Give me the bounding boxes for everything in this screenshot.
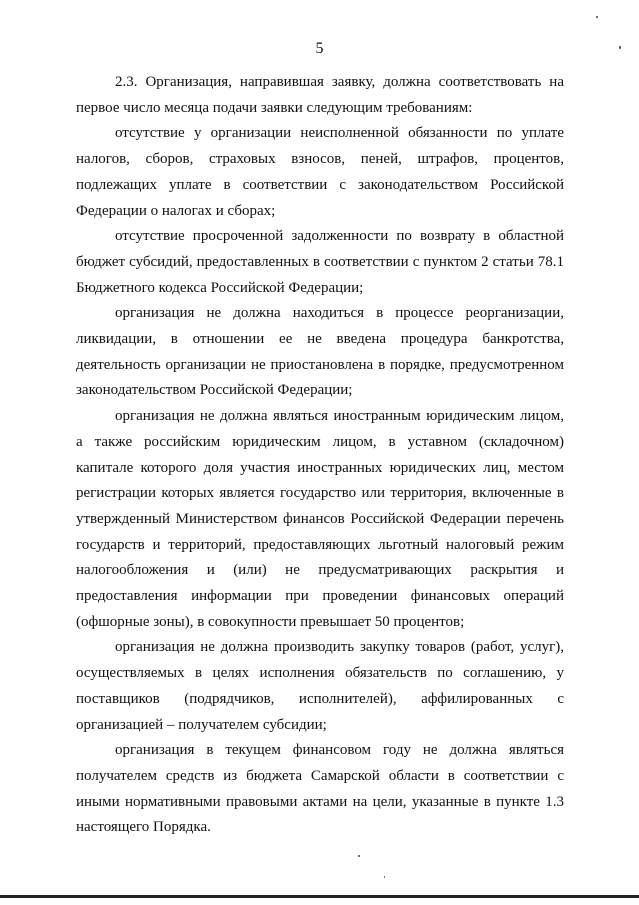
- paragraph-other-budget-funds: организация в текущем финансовом году не должна являться получателем средств из бюджета Самарской области в соответствии с иными нормативными правовыми актами на цели, указанные в пункте 1.3 настоящего Порядка.: [76, 742, 564, 836]
- paragraph-overdue-debt: отсутствие просроченной задолженности по возврату в областной бюджет субсидий, предоставленных в соответствии с пунктом 2 статьи 78.1 Бюджетного кодекса Российской Федерации;: [76, 228, 564, 296]
- paragraph-reorganization: организация не должна находиться в процессе реорганизации, ликвидации, в отношении ее не введена процедура банкротства, деятельность организации не приостановлена в порядке, предусмотренном законодательством Российской Федерации;: [76, 305, 564, 399]
- scan-speck: [596, 16, 598, 18]
- scan-speck: [358, 855, 360, 857]
- scan-speck: [619, 46, 621, 49]
- paragraph-2-3-intro: 2.3. Организация, направившая заявку, должна соответствовать на первое число месяца подачи заявки следующим требованиям:: [76, 74, 564, 116]
- paragraph-foreign-entity: организация не должна являться иностранным юридическим лицом, а также российским юридическим лицом, в уставном (складочном) капитале которого доля участия иностранных юридических лиц, местом регистрации которых является государство или территория, включенные в утвержденный Министерством финансов Российской Федерации перечень государств и территорий, предоставляющих льготный налоговый режим налогообложения и (или) не предусматривающих раскрытия и предоставления информации при проведении финансовых операций (офшорные зоны), в совокупности превышает 50 процентов;: [76, 408, 564, 630]
- page-number: 5: [315, 40, 324, 57]
- paragraph-affiliated-suppliers: организация не должна производить закупку товаров (работ, услуг), осуществляемых в целях исполнения обязательств по соглашению, у поставщиков (подрядчиков, исполнителей), аффилированных с организацией – получателем субсидии;: [76, 639, 564, 733]
- scan-bottom-edge: [0, 895, 639, 898]
- document-body: [76, 70, 564, 841]
- paragraph-tax-obligations: отсутствие у организации неисполненной обязанности по уплате налогов, сборов, страховых взносов, пеней, штрафов, процентов, подлежащих уплате в соответствии с законодательством Российской Федерации о налогах и сборах;: [76, 125, 564, 219]
- scan-speck: [384, 876, 385, 878]
